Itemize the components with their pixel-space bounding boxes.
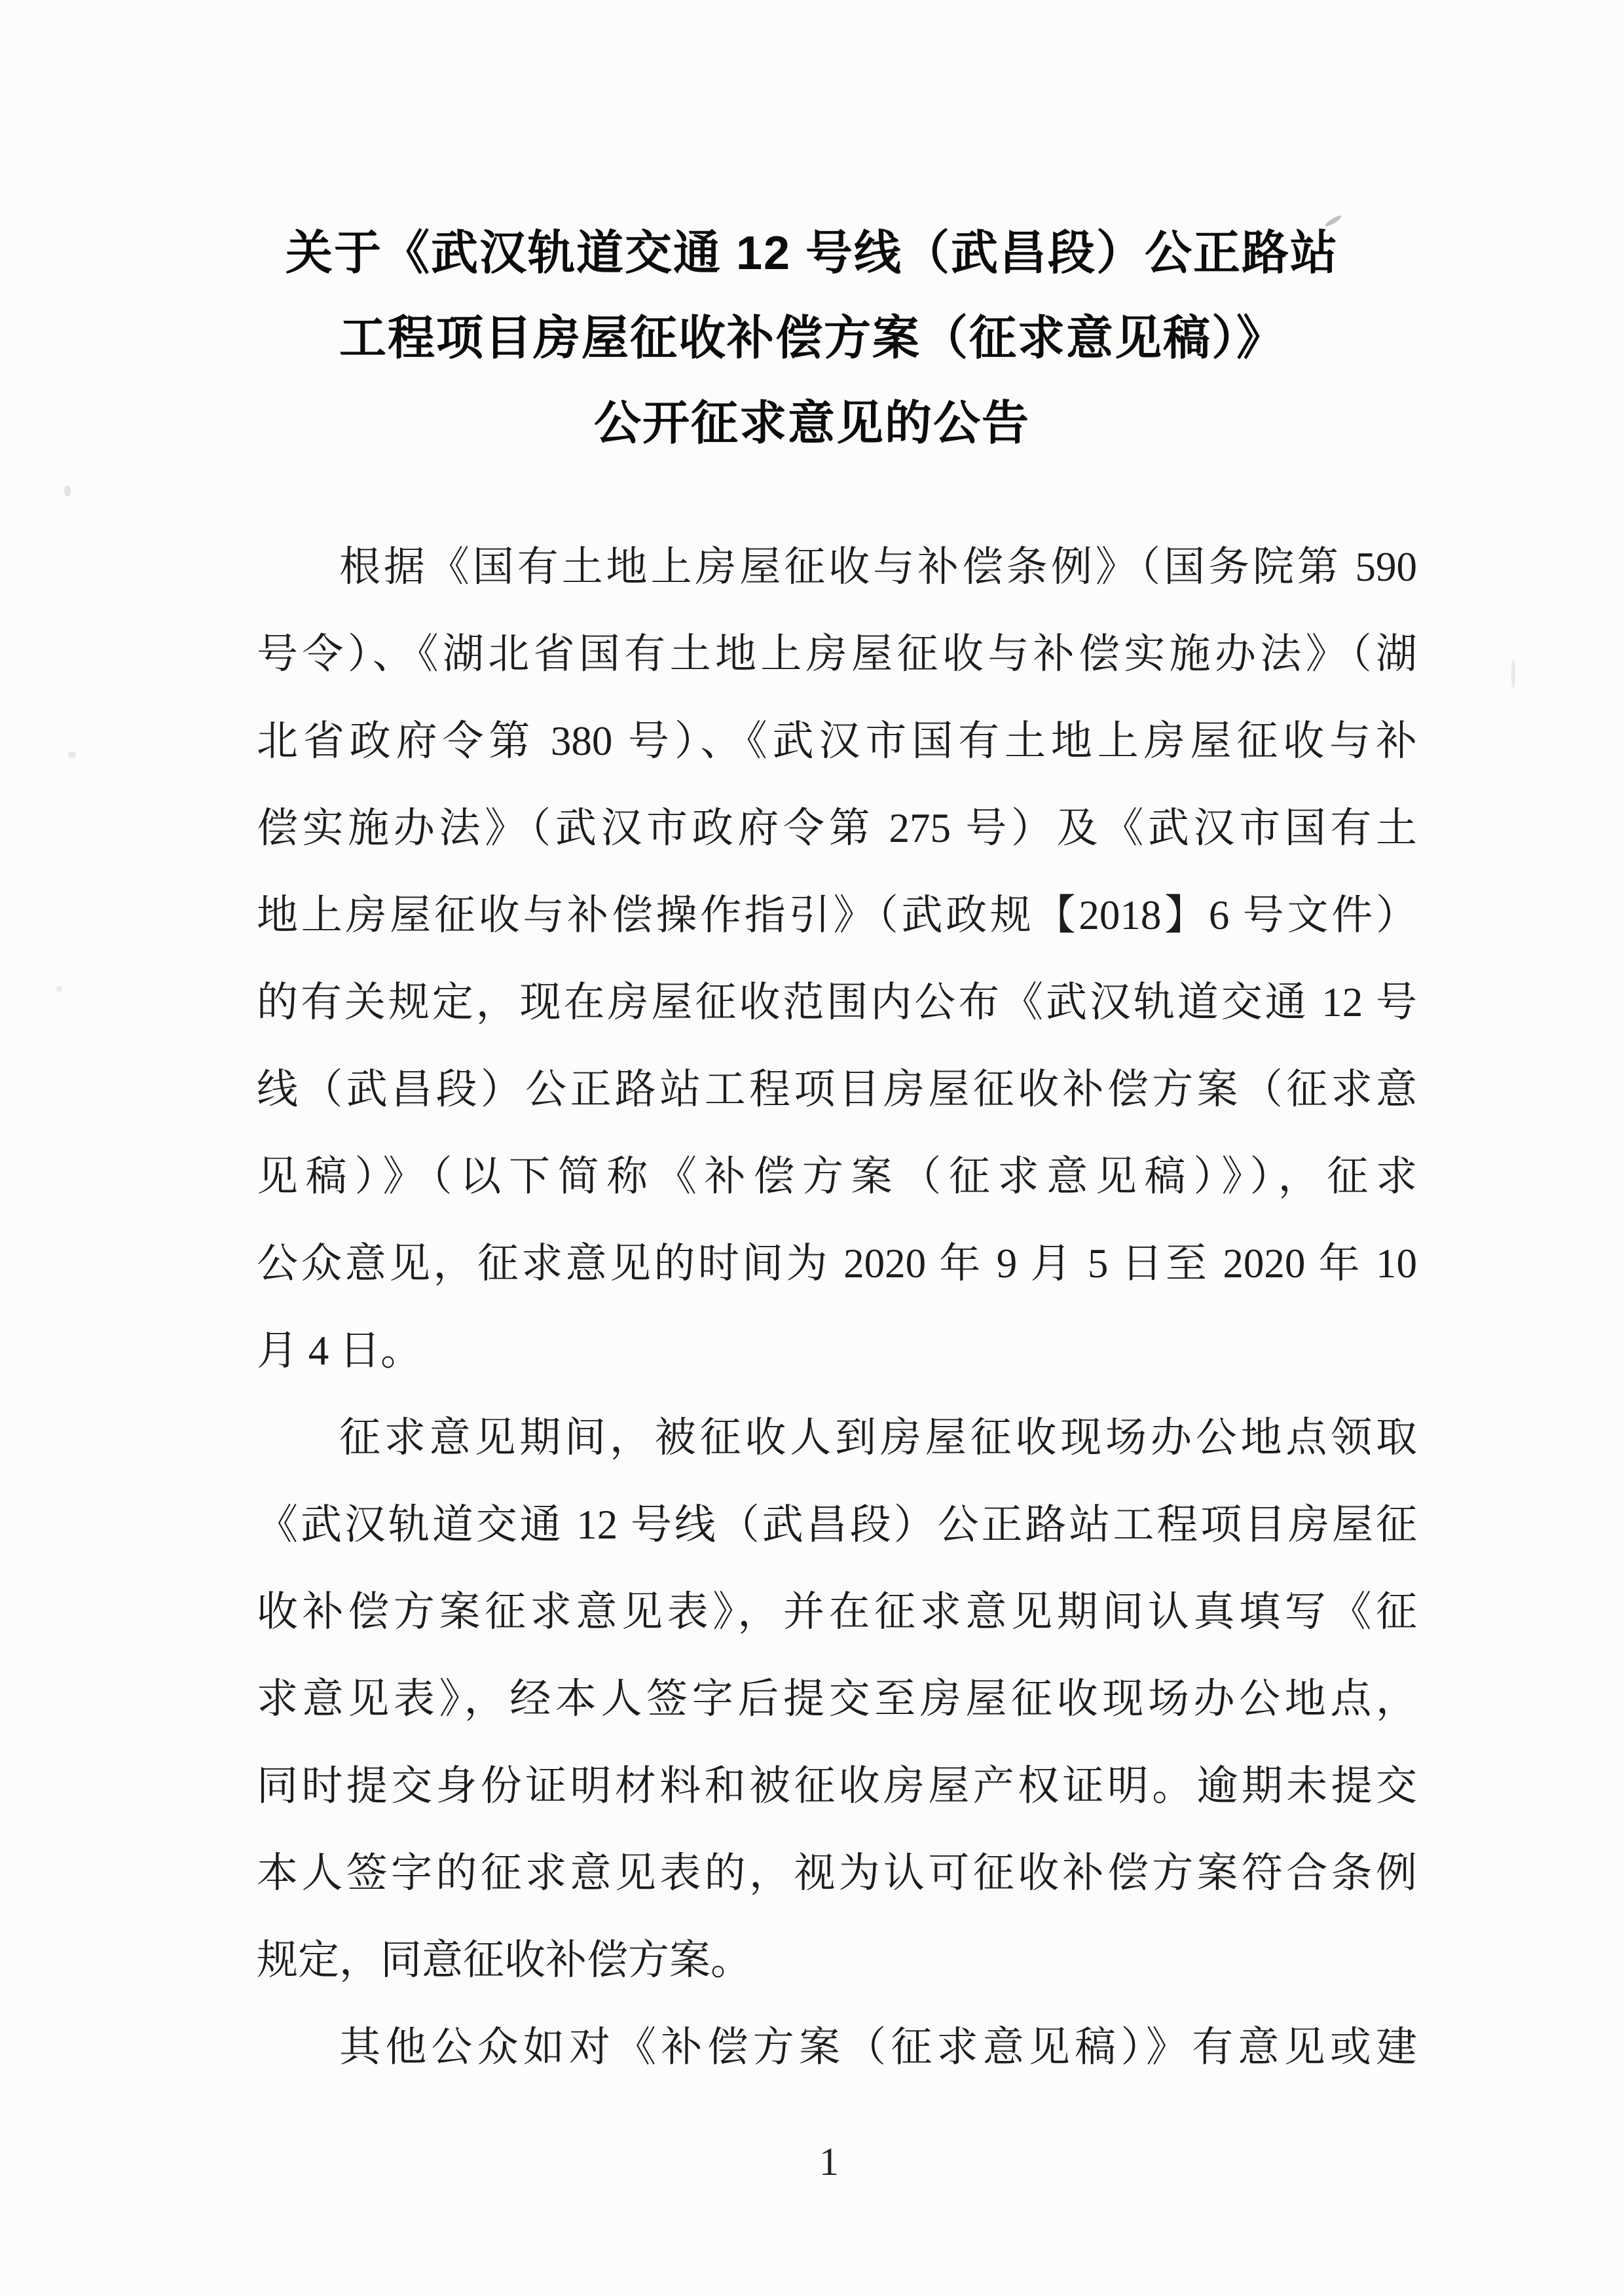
body-line: 求意见表》，经本人签字后提交至房屋征收现场办公地点， [257, 1676, 1417, 1722]
title-line-1: 关于《武汉轨道交通 12 号线（武昌段）公正路站 [285, 227, 1339, 280]
scan-artifact [64, 486, 71, 496]
body-line: 收补偿方案征求意见表》，并在征求意见期间认真填写《征 [257, 1589, 1417, 1635]
title-line-3: 公开征求意见的公告 [593, 397, 1030, 450]
body-line: 见稿）》（以下简称《补偿方案（征求意见稿）》），征求 [257, 1154, 1417, 1199]
body-line: 的有关规定，现在房屋征收范围内公布《武汉轨道交通 12 号 [257, 979, 1417, 1025]
body-line: 本人签字的征求意见表的，视为认可征收补偿方案符合条例 [257, 1850, 1417, 1896]
body-line: 偿实施办法》（武汉市政府令第 275 号）及《武汉市国有土 [257, 805, 1417, 851]
scan-artifact [56, 986, 62, 992]
body-line: 同时提交身份证明材料和被征收房屋产权证明。逾期未提交 [257, 1763, 1417, 1809]
scan-artifact [1511, 660, 1515, 689]
body-line: 线（武昌段）公正路站工程项目房屋征收补偿方案（征求意 [257, 1066, 1417, 1112]
title-line-2: 工程项目房屋征收补偿方案（征求意见稿）》 [339, 312, 1285, 365]
body-line: 根据《国有土地上房屋征收与补偿条例》（国务院第 590 [339, 544, 1417, 590]
document-title [0, 0, 1624, 466]
body-line: 号令）、《湖北省国有土地上房屋征收与补偿实施办法》（湖 [257, 631, 1417, 677]
body-line: 征求意见期间，被征收人到房屋征收现场办公地点领取 [339, 1415, 1417, 1461]
body-line: 公众意见，征求意见的时间为 2020 年 9 月 5 日至 2020 年 10 [257, 1241, 1417, 1286]
scan-artifact [67, 750, 77, 759]
body-line: 《武汉轨道交通 12 号线（武昌段）公正路站工程项目房屋征 [257, 1502, 1417, 1548]
body-line: 其他公众如对《补偿方案（征求意见稿）》有意见或建 [339, 2024, 1417, 2070]
body-line: 规定，同意征收补偿方案。 [257, 1937, 752, 1983]
body-line: 地上房屋征收与补偿操作指引》（武政规【2018】6 号文件） [257, 892, 1417, 938]
page-number: 1 [819, 2140, 839, 2183]
body-line: 月 4 日。 [257, 1328, 422, 1374]
body-line: 北省政府令第 380 号）、《武汉市国有土地上房屋征收与补 [257, 718, 1417, 764]
document-body [257, 524, 1417, 2091]
